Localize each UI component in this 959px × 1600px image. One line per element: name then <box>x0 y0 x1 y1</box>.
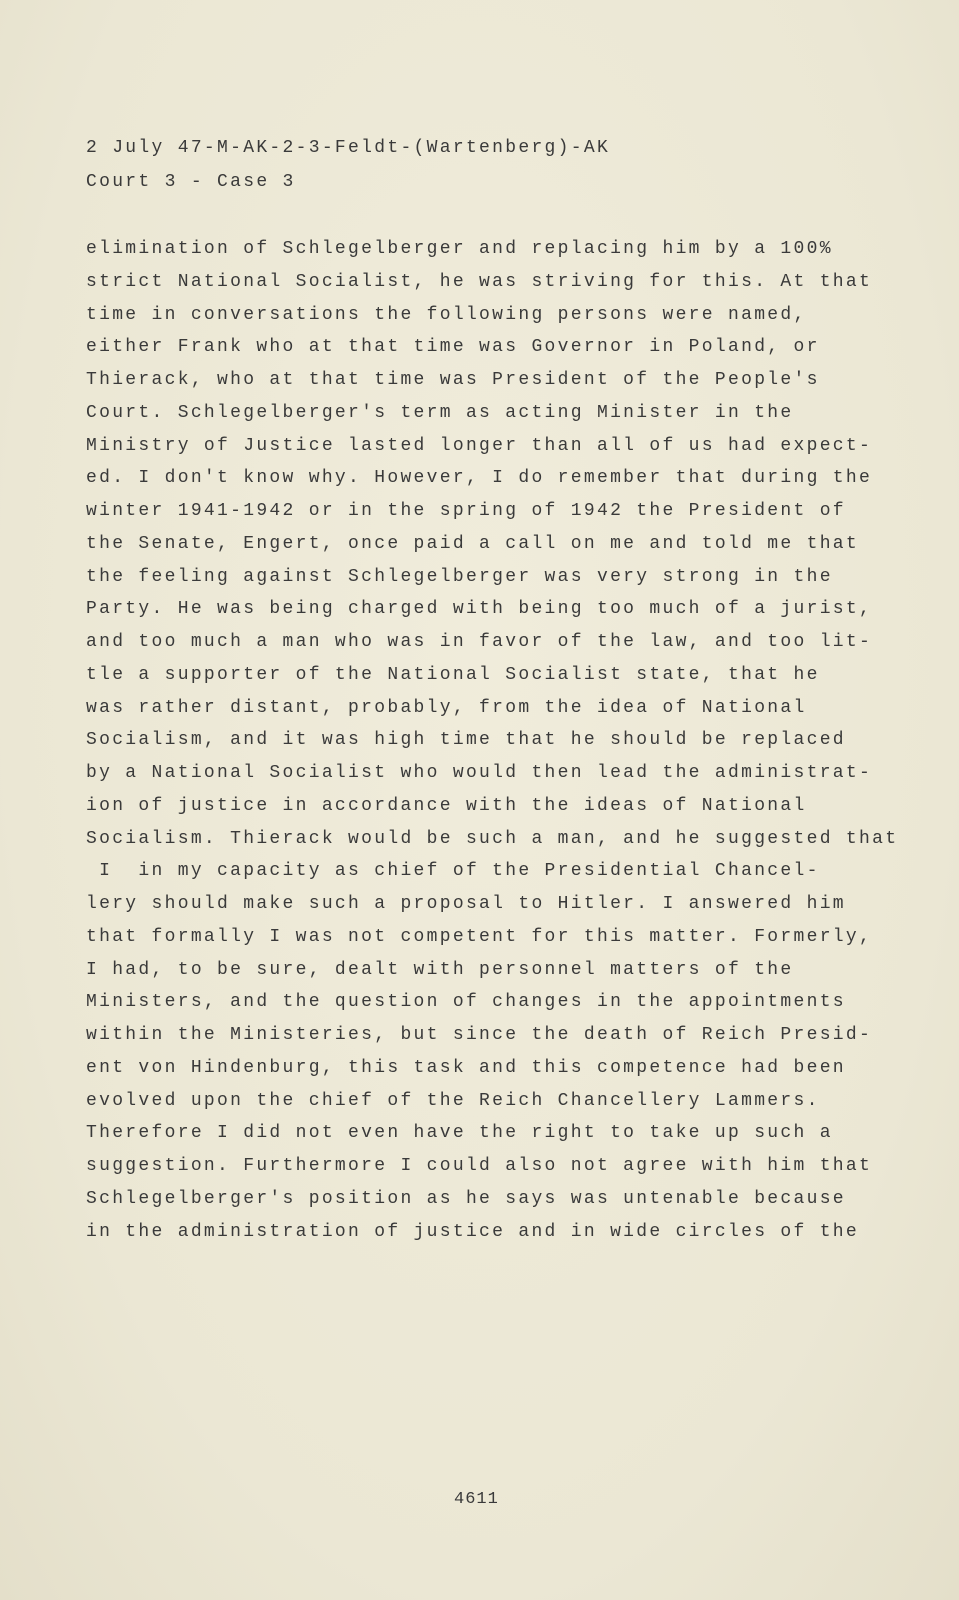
text-line: the Senate, Engert, once paid a call on me and told me that <box>86 533 860 554</box>
text-line: Party. He was being charged with being too much of a jurist, <box>86 599 873 620</box>
text-line: elimination of Schlegelberger and replacing him by a 100% <box>86 239 833 259</box>
text-line: and too much a man who was in favor of the law, and too lit- <box>86 632 873 652</box>
text-line: Therefore I did not even have the right to take up such a <box>86 1123 833 1144</box>
text-line: I in my capacity as chief of the Presidential Chancel- <box>86 861 820 882</box>
text-line: Schlegelberger's position as he says was untenable because <box>86 1188 846 1209</box>
text-line: Socialism, and it was high time that he should be replaced <box>86 730 846 751</box>
text-line: winter 1941-1942 or in the spring of 1942 the President of <box>86 501 846 521</box>
text-line: strict National Socialist, he was striving for this. At that <box>86 271 873 292</box>
text-line: that formally I was not competent for this matter. Formerly, <box>86 926 873 947</box>
text-line: in the administration of justice and in wide circles of the <box>86 1221 860 1242</box>
text-line: ent von Hindenburg, this task and this competence had been <box>86 1057 846 1078</box>
text-line: either Frank who at that time was Governor in Poland, or <box>86 337 820 358</box>
text-line: was rather distant, probably, from the idea of National <box>86 697 807 718</box>
text-line: lery should make such a proposal to Hitler. I answered him <box>86 894 846 914</box>
text-line: Thierack, who at that time was President of the People's <box>86 370 820 390</box>
text-line: the feeling against Schlegelberger was very strong in the <box>86 566 833 587</box>
text-line: within the Ministeries, but since the death of Reich Presid- <box>86 1025 873 1045</box>
text-line: suggestion. Furthermore I could also not agree with him that <box>86 1156 873 1176</box>
header-court-case: Court 3 - Case 3 <box>86 172 296 192</box>
text-line: I had, to be sure, dealt with personnel matters of the <box>86 959 794 980</box>
text-line: Court. Schlegelberger's term as acting Minister in the <box>86 402 794 423</box>
text-line: ed. I don't know why. However, I do remember that during the <box>86 468 873 489</box>
text-line: evolved upon the chief of the Reich Chancellery Lammers. <box>86 1090 820 1111</box>
page-number: 4611 <box>454 1490 499 1509</box>
text-line: Ministers, and the question of changes in the appointments <box>86 992 846 1013</box>
text-line: ion of justice in accordance with the ideas of National <box>86 795 807 816</box>
text-line: tle a supporter of the National Socialist state, that he <box>86 664 820 685</box>
text-line: time in conversations the following persons were named, <box>86 304 807 325</box>
text-line: Socialism. Thierack would be such a man, and he suggested that <box>86 828 899 849</box>
document-body <box>86 233 898 1248</box>
text-line: by a National Socialist who would then lead the administrat- <box>86 763 873 783</box>
header-reference: 2 July 47-M-AK-2-3-Feldt-(Wartenberg)-AK <box>86 138 611 158</box>
text-line: Ministry of Justice lasted longer than all of us had expect- <box>86 435 873 456</box>
